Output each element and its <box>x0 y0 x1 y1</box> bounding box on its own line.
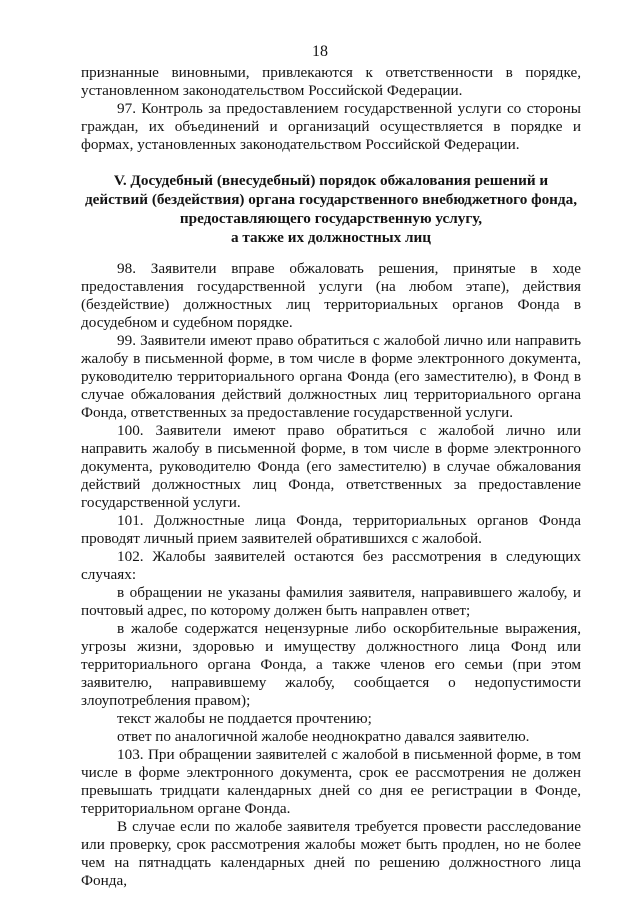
list-item-offensive: в жалобе содержатся нецензурные либо оскорбительные выражения, угрозы жизни, здоровью и имуществу должностного лица Фонд или территориального органа Фонда, а также членов его семьи (при этом заявителю, направившему жалобу, сообщается о недопустимости злоупотребления правом); <box>81 620 581 709</box>
section-heading <box>81 171 581 247</box>
spacer <box>81 247 581 260</box>
paragraph-98: 98. Заявители вправе обжаловать решения, принятые в ходе предоставления государственной услуги (на любом этапе), действия (бездействие) должностных лиц территориальных органов Фонда в досудебном и судебном порядке. <box>81 260 581 331</box>
list-item-repeated: ответ по аналогичной жалобе неоднократно давался заявителю. <box>117 728 530 745</box>
paragraph-103: 103. При обращении заявителей с жалобой в письменной форме, в том числе в форме электронного документа, срок ее рассмотрения не должен превышать тридцати календарных дней со дня ее регистрации в Фонде, территориальном органе Фонда. <box>81 746 581 817</box>
paragraph-101: 101. Должностные лица Фонда, территориальных органов Фонда проводят личный прием заявителей обратившихся с жалобой. <box>81 512 581 547</box>
list-item-unreadable: текст жалобы не поддается прочтению; <box>117 710 372 727</box>
page-number: 18 <box>312 43 328 60</box>
section-heading-line: действий (бездействия) органа государственного внебюджетного фонда, <box>84 191 578 208</box>
paragraph-97: 97. Контроль за предоставлением государственной услуги со стороны граждан, их объединений и организаций осуществляется в порядке и формах, установленных законодательством Российской Федерации. <box>81 100 581 153</box>
paragraph-99: 99. Заявители имеют право обратиться с жалобой лично или направить жалобу в письменной форме, в том числе в форме электронного документа, руководителю территориального органа Фонда (его заместителю), в Фонд в случае обжалования действий должностных лиц территориального органа Фонда, ответственных за предоставление государственной услуги. <box>81 332 581 421</box>
page-content <box>81 64 581 890</box>
list-item-no-name: в обращении не указаны фамилия заявителя, направившего жалобу, и почтовый адрес, по которому должен быть направлен ответ; <box>81 584 581 619</box>
paragraph-continuation: признанные виновными, привлекаются к ответственности в порядке, установленном законодательством Российской Федерации. <box>81 64 581 99</box>
paragraph-100: 100. Заявители имеют право обратиться с жалобой лично или направить жалобу в письменной форме, в том числе в форме электронного документа, руководителю Фонда (его заместителю) в случае обжалования действий должностных лиц Фонда, ответственных за предоставление государственной услуги. <box>81 422 581 511</box>
section-heading-line: предоставляющего государственную услугу, <box>179 210 483 227</box>
paragraph-extension: В случае если по жалобе заявителя требуется провести расследование или проверку, срок рассмотрения жалобы может быть продлен, но не более чем на пятнадцать календарных дней по решению должностного лица Фонда, <box>81 818 581 889</box>
section-heading-line: а также их должностных лиц <box>230 229 432 246</box>
paragraph-102: 102. Жалобы заявителей остаются без рассмотрения в следующих случаях: <box>81 548 581 583</box>
spacer <box>81 154 581 171</box>
section-heading-line: V. Досудебный (внесудебный) порядок обжалования решений и <box>113 172 549 189</box>
